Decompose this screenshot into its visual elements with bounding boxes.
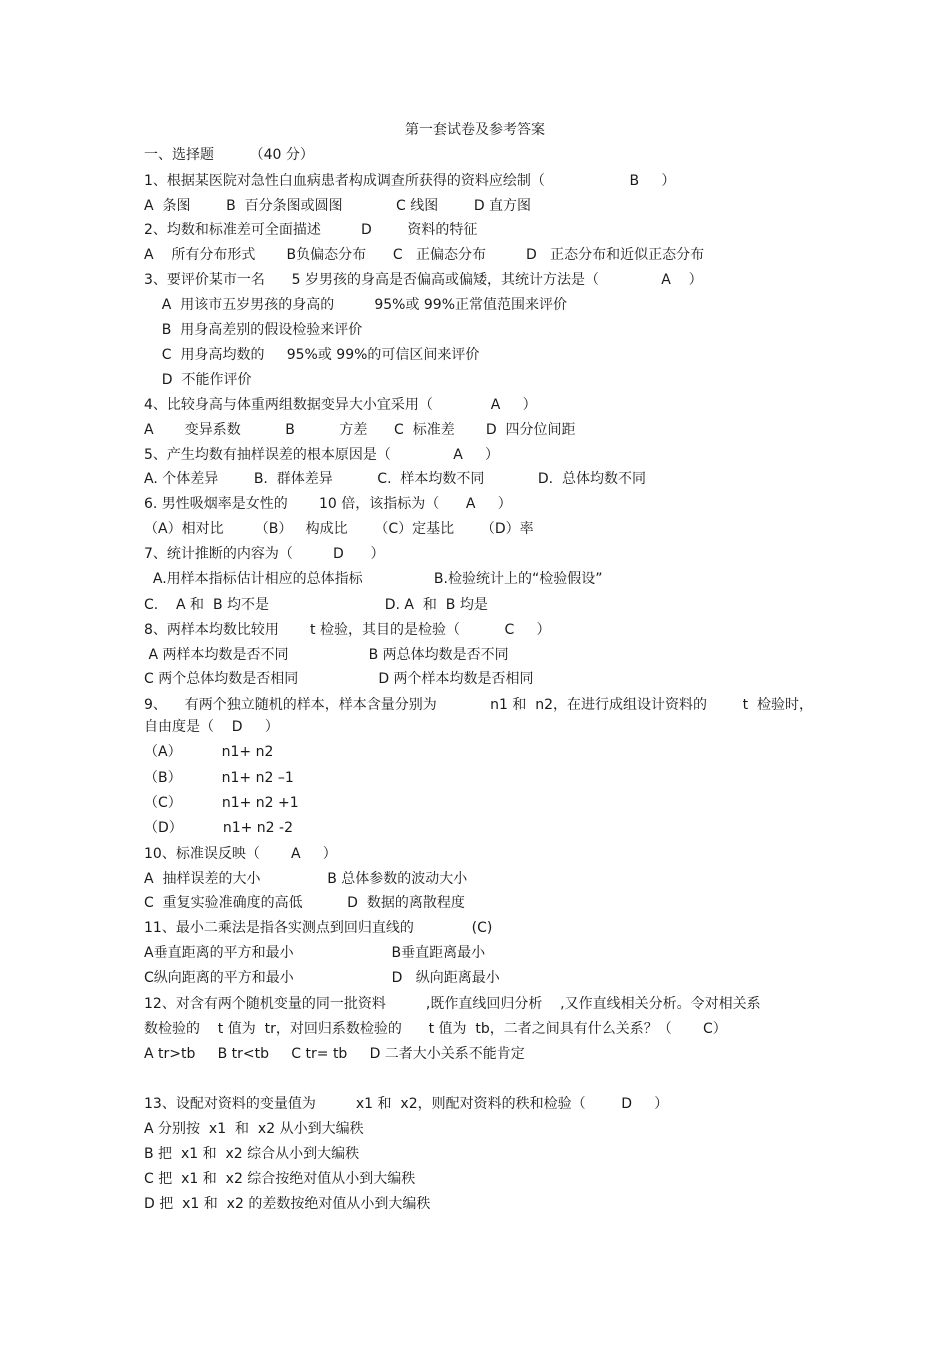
question-5: 5、产生均数有抽样误差的根本原因是（ A ） (144, 447, 500, 463)
q11-options-ab: A垂直距离的平方和最小 B垂直距离最小 (144, 945, 486, 961)
q3-option-a: A 用该市五岁男孩的身高的 95%或 99%正常值范围来评价 (144, 297, 568, 313)
q7-options-ab: A.用样本指标估计相应的总体指标 B.检验统计上的“检验假设” (144, 571, 603, 587)
q13-option-c: C 把 x1 和 x2 综合按绝对值从小到大编秩 (144, 1171, 416, 1187)
question-9: 9、 有两个独立随机的样本，样本含量分别为 n1 和 n2，在进行成组设计资料的 t 检验时， (144, 697, 814, 713)
question-12: 12、对含有两个随机变量的同一批资料 ,既作直线回归分析 ,又作直线相关分析。令对相关系 (144, 996, 761, 1012)
section-heading: 一、选择题 （40 分） (144, 147, 314, 163)
q9-option-d: （D） n1+ n2 -2 (144, 820, 293, 836)
page-title: 第一套试卷及参考答案 (405, 122, 545, 138)
q8-options-cd: C 两个总体均数是否相同 D 两个样本均数是否相同 (144, 671, 534, 687)
question-6: 6. 男性吸烟率是女性的 10 倍，该指标为（ A ） (144, 496, 512, 512)
q7-options-cd: C. A 和 B 均不是 D. A 和 B 均是 (144, 597, 488, 613)
q13-option-d: D 把 x1 和 x2 的差数按绝对值从小到大编秩 (144, 1196, 431, 1212)
question-12-cont: 数检验的 t 值为 tr，对回归系数检验的 t 值为 tb，二者之间具有什么关系？（ C） (144, 1021, 727, 1037)
question-7: 7、统计推断的内容为（ D ） (144, 546, 385, 562)
question-11: 11、最小二乘法是指各实测点到回归直线的 (C) (144, 920, 493, 936)
q9-option-c: （C） n1+ n2 +1 (144, 795, 299, 811)
q10-options-ab: A 抽样误差的大小 B 总体参数的波动大小 (144, 871, 468, 887)
q13-option-a: A 分别按 x1 和 x2 从小到大编秩 (144, 1121, 364, 1137)
question-2: 2、均数和标准差可全面描述 D 资料的特征 (144, 222, 478, 238)
q1-options: A 条图 B 百分条图或圆图 C 线图 D 直方图 (144, 198, 532, 214)
q10-options-cd: C 重复实验准确度的高低 D 数据的离散程度 (144, 895, 465, 911)
q3-option-c: C 用身高均数的 95%或 99%的可信区间来评价 (144, 347, 480, 363)
question-13: 13、设配对资料的变量值为 x1 和 x2，则配对资料的秩和检验（ D ） (144, 1096, 669, 1112)
q2-options: A 所有分布形式 B负偏态分布 C 正偏态分布 D 正态分布和近似正态分布 (144, 247, 705, 263)
question-8: 8、两样本均数比较用 t 检验，其目的是检验（ C ） (144, 622, 551, 638)
question-10: 10、标准误反映（ A ） (144, 846, 337, 862)
q13-option-b: B 把 x1 和 x2 综合从小到大编秩 (144, 1146, 360, 1162)
q9-option-a: （A） n1+ n2 (144, 744, 274, 760)
q8-options-ab: A 两样本均数是否不同 B 两总体均数是否不同 (144, 647, 509, 663)
q3-option-b: B 用身高差别的假设检验来评价 (144, 322, 363, 338)
question-9-cont: 自由度是（ D ） (144, 719, 279, 735)
q9-option-b: （B） n1+ n2 –1 (144, 770, 294, 786)
q6-options: （A）相对比 （B） 构成比 （C）定基比 （D）率 (144, 521, 534, 537)
q4-options: A 变异系数 B 方差 C 标准差 D 四分位间距 (144, 422, 576, 438)
question-4: 4、比较身高与体重两组数据变异大小宜采用（ A ） (144, 397, 537, 413)
question-3: 3、要评价某市一名 5 岁男孩的身高是否偏高或偏矮，其统计方法是（ A ） (144, 272, 703, 288)
question-1: 1、根据某医院对急性白血病患者构成调查所获得的资料应绘制（ B ） (144, 173, 676, 189)
q11-options-cd: C纵向距离的平方和最小 D 纵向距离最小 (144, 970, 500, 986)
q12-options: A tr>tb B tr<tb C tr= tb D 二者大小关系不能肯定 (144, 1046, 525, 1062)
q3-option-d: D 不能作评价 (144, 372, 252, 388)
q5-options: A. 个体差异 B. 群体差异 C. 样本均数不同 D. 总体均数不同 (144, 471, 646, 487)
